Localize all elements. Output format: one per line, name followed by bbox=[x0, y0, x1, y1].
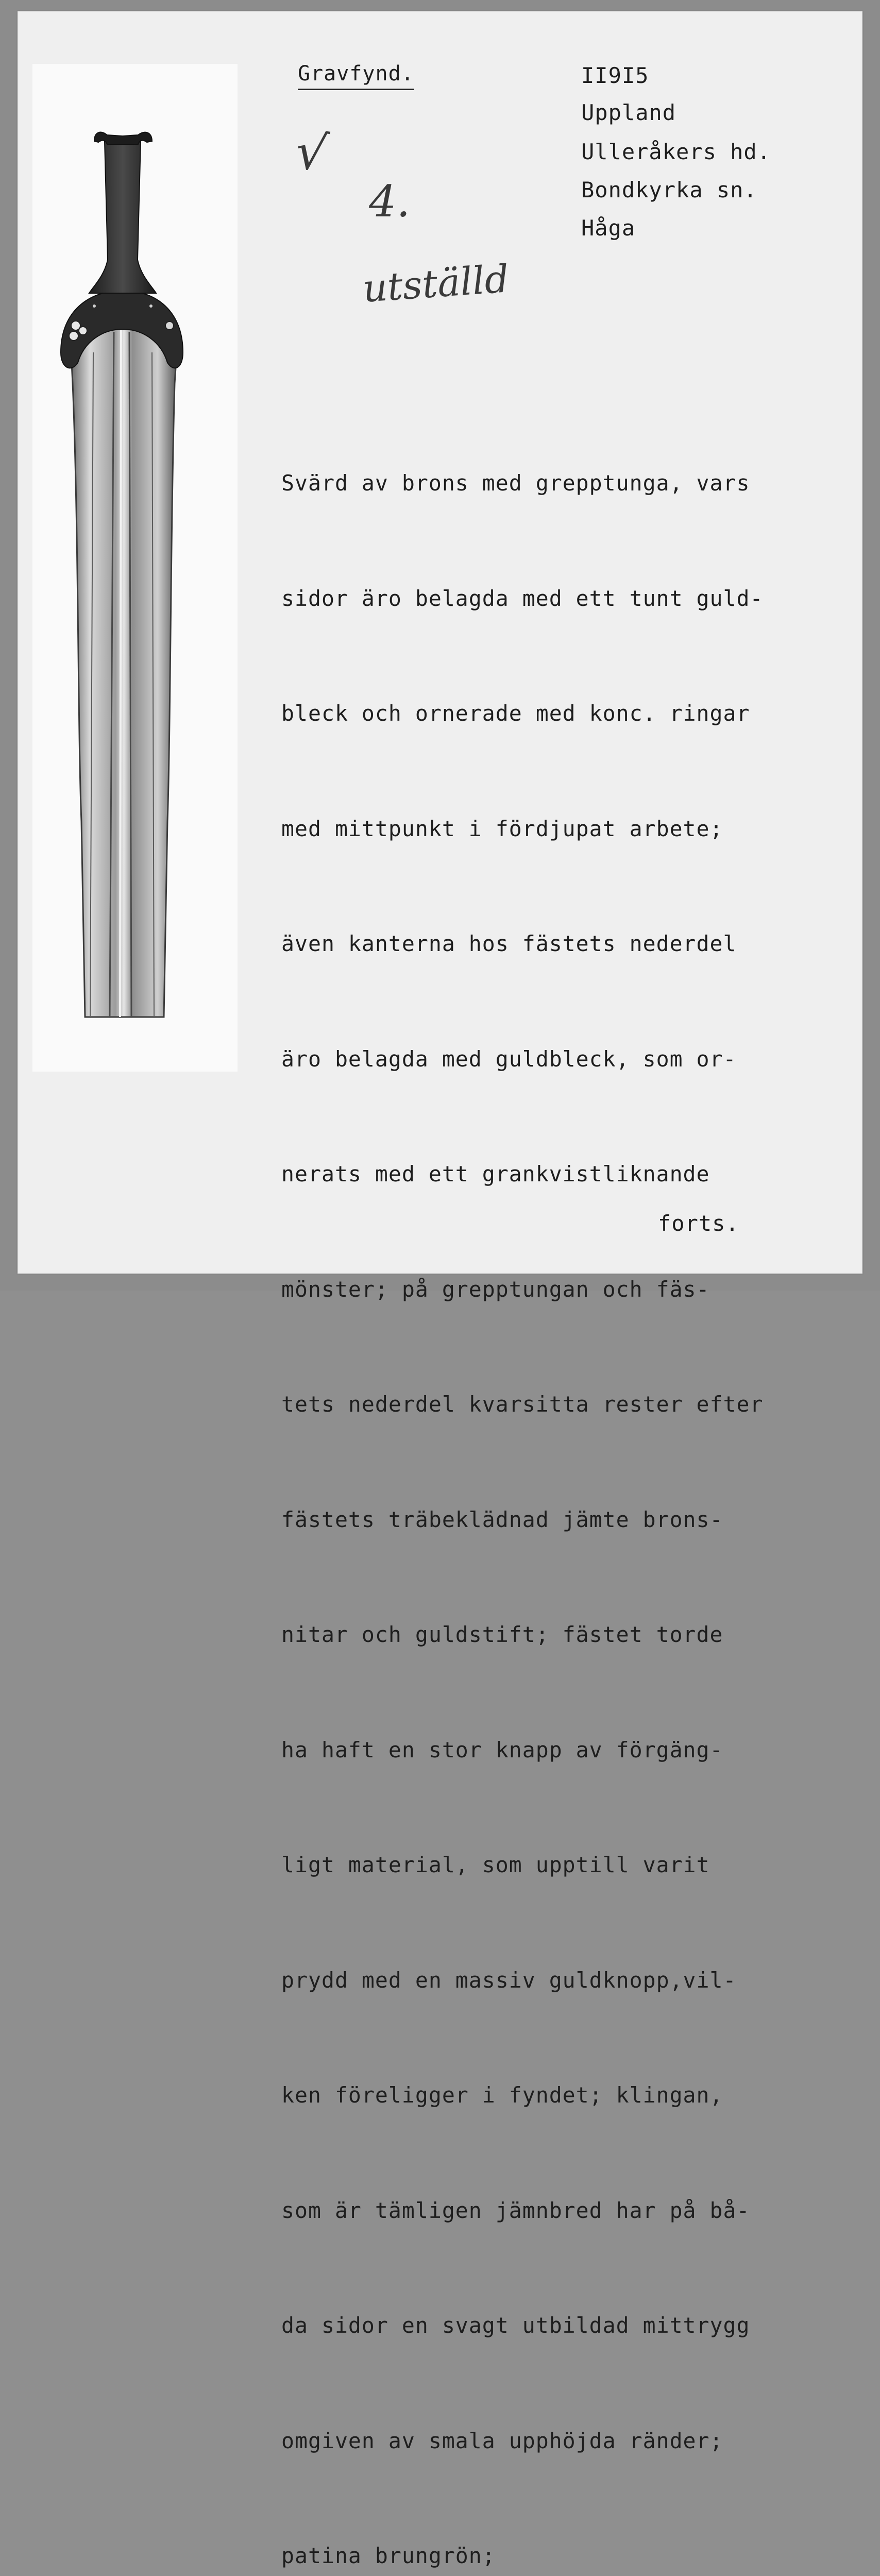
location-province: Uppland bbox=[581, 100, 676, 125]
description-line: ha haft en stor knapp av förgäng- bbox=[281, 1737, 723, 1762]
rivet bbox=[165, 321, 174, 330]
description-line: nitar och guldstift; fästet torde bbox=[281, 1622, 723, 1647]
description-line: mönster; på grepptungan och fäs- bbox=[281, 1276, 710, 1302]
card-heading: Gravfynd. bbox=[298, 62, 414, 90]
description-line: med mittpunkt i fördjupat arbete; bbox=[281, 816, 723, 841]
catalog-card bbox=[18, 11, 862, 2568]
description-line: omgiven av smala upphöjda ränder; bbox=[281, 2428, 723, 2453]
rivet bbox=[69, 331, 78, 341]
description-line: även kanterna hos fästets nederdel bbox=[281, 931, 737, 956]
bronze-sword-image bbox=[32, 64, 238, 1072]
handwritten-status: utställd bbox=[361, 257, 511, 311]
description-line: Svärd av brons med grepptunga, vars bbox=[281, 470, 750, 496]
handwritten-checkmark: √ bbox=[292, 122, 331, 183]
description-line: da sidor en svagt utbildad mittrygg bbox=[281, 2313, 750, 2338]
description-line: sidor äro belagda med ett tunt guld- bbox=[281, 585, 764, 611]
description-line: patina brungrön; bbox=[281, 2543, 496, 2568]
description-line: ken föreligger i fyndet; klingan, bbox=[281, 2082, 723, 2108]
handwritten-number: 4. bbox=[369, 176, 411, 227]
sword-grip-tang bbox=[89, 141, 156, 293]
location-hundred: Ulleråkers hd. bbox=[581, 139, 771, 164]
description-line: bleck och ornerade med konc. ringar bbox=[281, 701, 750, 726]
description-line: ligt material, som upptill varit bbox=[281, 1852, 710, 1877]
location-place: Håga bbox=[581, 215, 636, 241]
description-text bbox=[281, 387, 763, 2576]
description-line: nerats med ett grankvistliknande bbox=[281, 1161, 710, 1187]
description-line: som är tämligen jämnbred har på bå- bbox=[281, 2197, 750, 2223]
description-line: tets nederdel kvarsitta rester efter bbox=[281, 1392, 764, 1417]
location-parish: Bondkyrka sn. bbox=[581, 177, 757, 202]
description-line: fästets träbeklädnad jämte brons- bbox=[281, 1506, 723, 1532]
sword-blade bbox=[71, 317, 177, 1017]
catalog-number: II9I5 bbox=[581, 63, 649, 88]
continuation-note: forts. bbox=[658, 1211, 739, 1236]
description-line: äro belagda med guldbleck, som or- bbox=[281, 1046, 737, 1072]
rivet bbox=[79, 327, 87, 335]
description-line: prydd med en massiv guldknopp,vil- bbox=[281, 1967, 737, 1993]
sword-pommel bbox=[94, 132, 152, 144]
